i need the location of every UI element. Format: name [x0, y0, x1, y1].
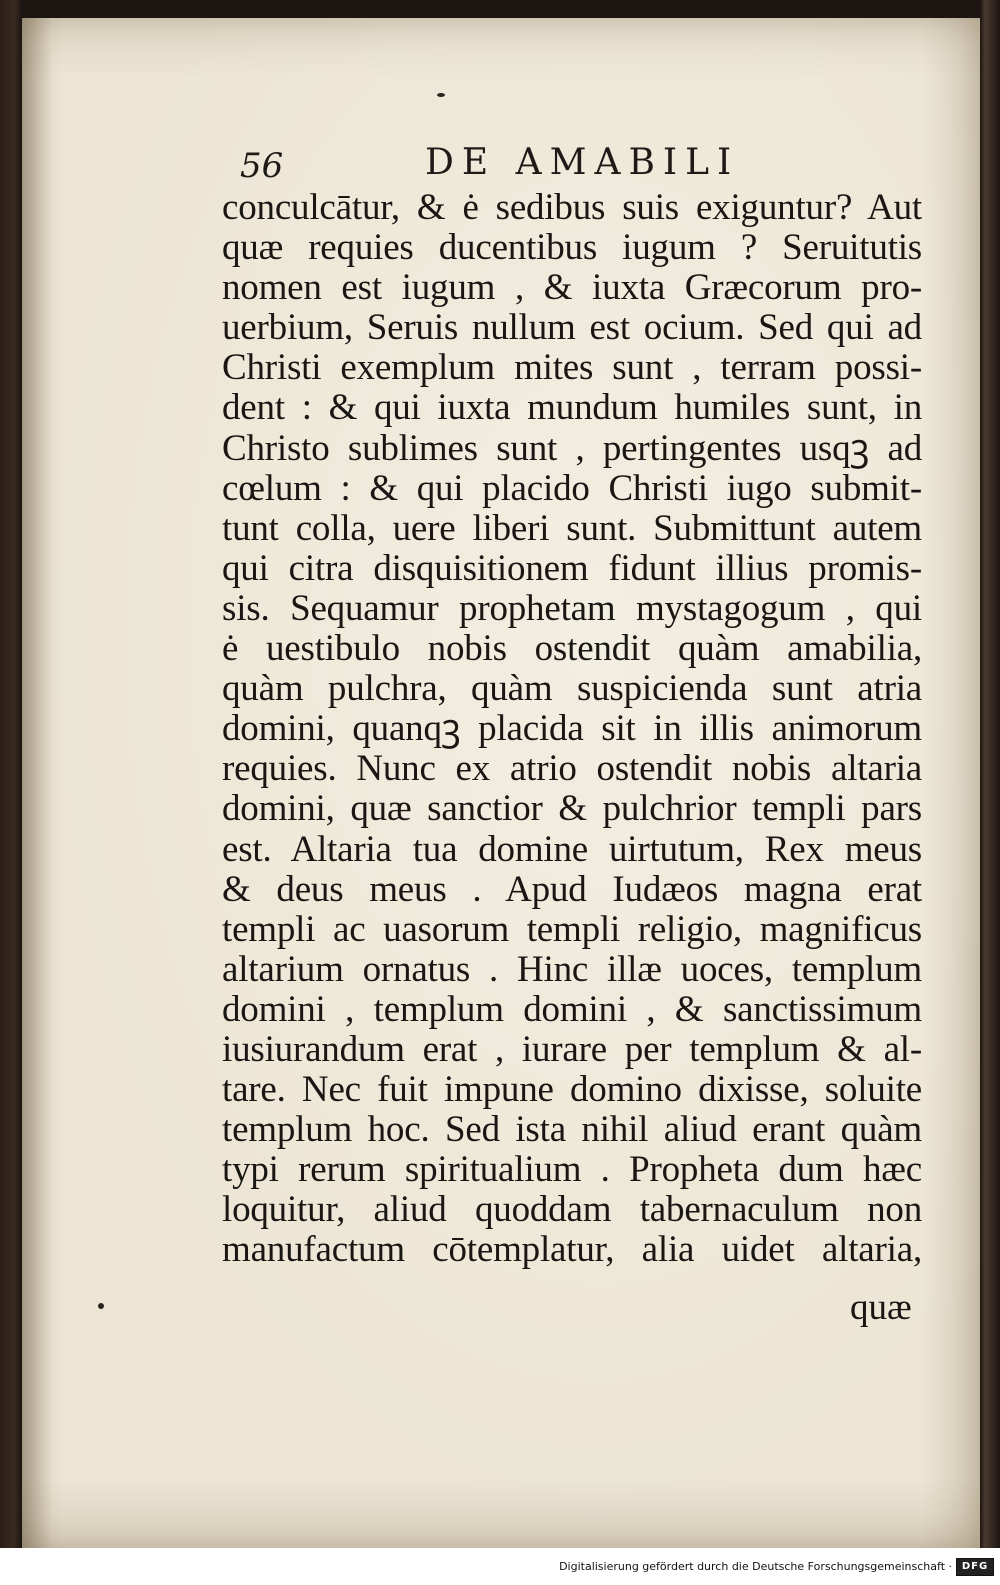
text-line: Christo sublimes sunt , pertingentes usqꝫ ad — [222, 427, 922, 469]
text-line: tunt colla, uere liberi sunt. Submittunt autem — [222, 507, 922, 549]
text-line: quæ requies ducentibus iugum ? Seruitutis — [222, 227, 922, 269]
text-line: tare. Nec fuit impune domino dixisse, soluite — [222, 1069, 922, 1111]
text-line: quàm pulchra, quàm suspicienda sunt atria — [222, 668, 922, 710]
text-line: altarium ornatus . Hinc illæ uoces, templum — [222, 948, 922, 990]
text-line: domini, quanqꝫ placida sit in illis animorum — [222, 708, 922, 750]
page-header — [240, 138, 760, 190]
text-line: templum hoc. Sed ista nihil aliud erant quàm — [222, 1109, 922, 1151]
text-line: sis. Sequamur prophetam mystagogum , qui — [222, 587, 922, 629]
catchword: quæ — [850, 1287, 912, 1328]
dfg-logo: DFG — [956, 1558, 994, 1576]
text-line: manufactum cōtemplatur, alia uidet altaria, — [222, 1229, 922, 1271]
text-line: domini, quæ sanctior & pulchrior templi pars — [222, 788, 922, 830]
digitization-footer — [0, 1548, 1000, 1585]
page-number: 56 — [240, 146, 284, 186]
ink-speck — [98, 1303, 104, 1309]
funding-credit: Digitalisierung gefördert durch die Deutsche Forschungsgemeinschaft · — [559, 1560, 952, 1573]
text-line: est. Altaria tua domine uirtutum, Rex meus — [222, 828, 922, 870]
text-line: conculcātur, & ė sedibus suis exiguntur? Aut — [222, 187, 922, 228]
ink-speck — [437, 93, 445, 97]
running-head: DE AMABILI — [425, 142, 740, 183]
text-line: cœlum : & qui placido Christi iugo submit- — [222, 467, 922, 509]
text-line: typi rerum spiritualium . Propheta dum hæc — [222, 1149, 922, 1191]
text-line: qui citra disquisitionem fidunt illius promis- — [222, 547, 922, 589]
text-line: loquitur, aliud quoddam tabernaculum non — [222, 1189, 922, 1231]
text-line: & deus meus . Apud Iudæos magna erat — [222, 868, 922, 910]
body-text — [222, 188, 922, 1271]
spine-shadow — [22, 18, 52, 1548]
text-line: iusiurandum erat , iurare per templum & al- — [222, 1028, 922, 1070]
text-line: Christi exemplum mites sunt , terram possi- — [222, 347, 922, 389]
text-line: domini , templum domini , & sanctissimum — [222, 988, 922, 1030]
text-line: ė uestibulo nobis ostendit quàm amabilia, — [222, 628, 922, 670]
text-line: templi ac uasorum templi religio, magnificus — [222, 908, 922, 950]
text-line: nomen est iugum , & iuxta Græcorum pro- — [222, 267, 922, 309]
text-line: requies. Nunc ex atrio ostendit nobis altaria — [222, 748, 922, 790]
text-line: dent : & qui iuxta mundum humiles sunt, in — [222, 387, 922, 429]
text-line: uerbium, Seruis nullum est ocium. Sed qui ad — [222, 307, 922, 349]
